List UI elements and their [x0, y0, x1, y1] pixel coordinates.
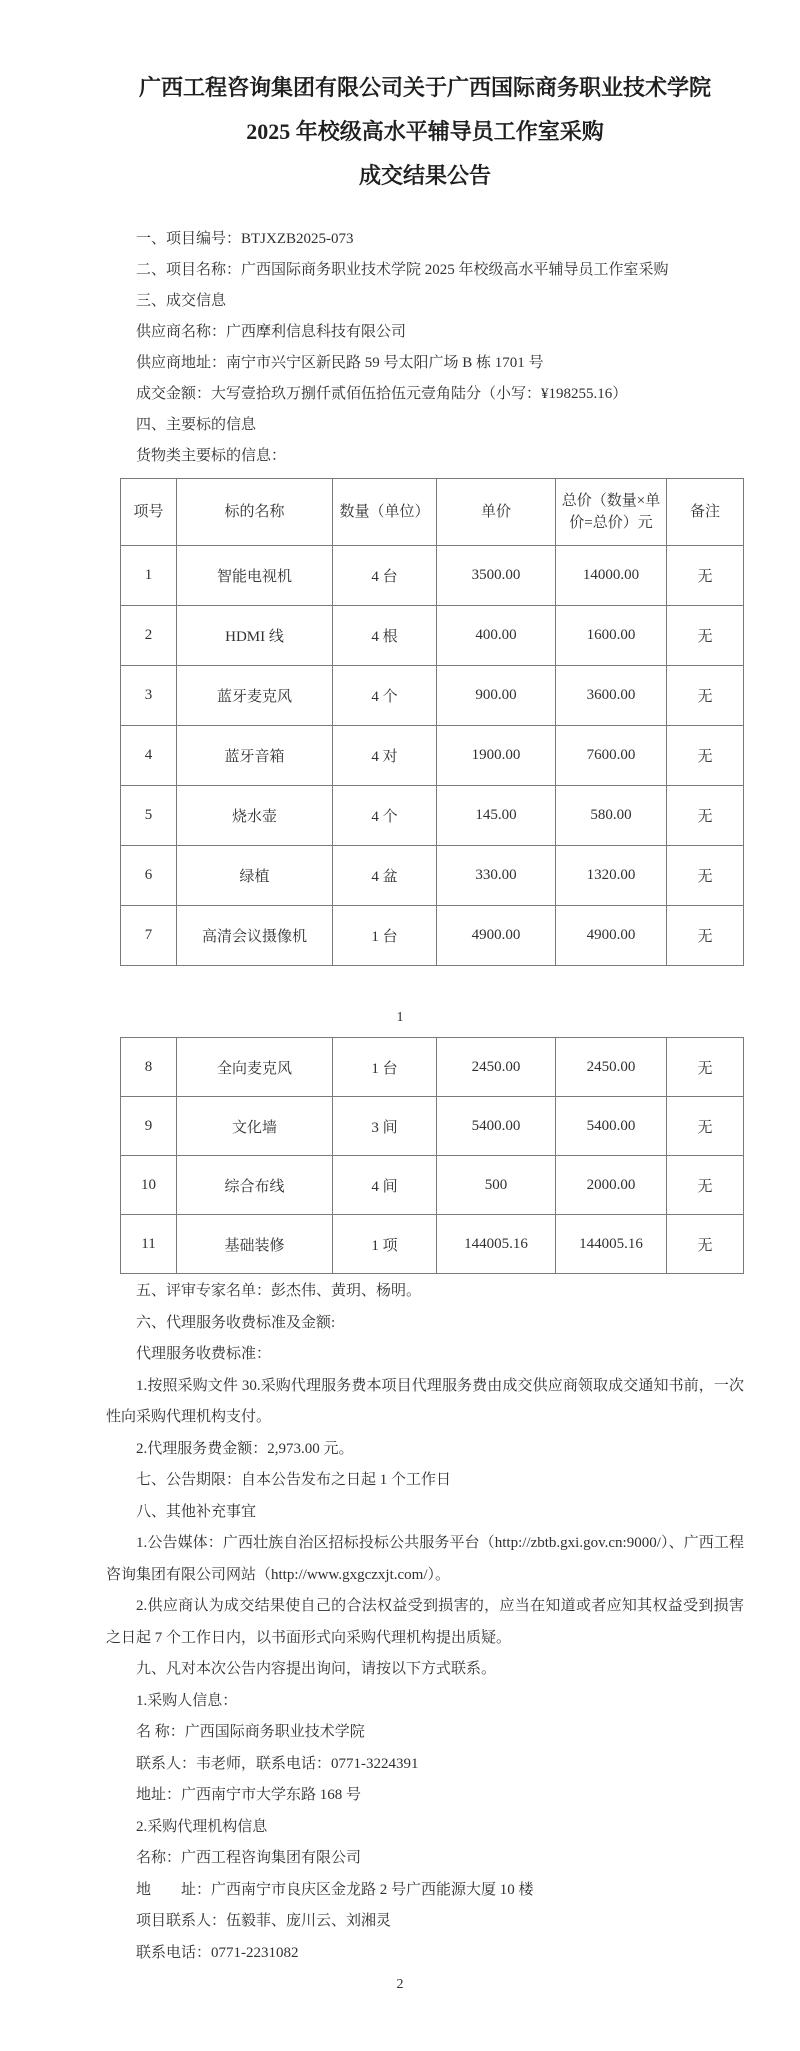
table-cell: 5: [121, 786, 177, 846]
table-cell: 5400.00: [437, 1097, 556, 1156]
paragraph: 1.采购人信息：: [136, 1692, 238, 1709]
table-cell: 900.00: [437, 666, 556, 726]
table-cell: 3600.00: [556, 666, 667, 726]
paragraph: 六、代理服务收费标准及金额:: [136, 1314, 336, 1331]
table-cell: 1 项: [333, 1215, 437, 1274]
document-title: [106, 66, 744, 198]
table-row: [121, 906, 744, 966]
table-cell: 4 个: [333, 666, 437, 726]
table-cell: 烧水壶: [177, 786, 333, 846]
paragraph: 代理服务收费标准：: [136, 1346, 272, 1362]
table-cell: 3500.00: [437, 546, 556, 606]
table-cell: 无: [667, 786, 744, 846]
table-cell: 智能电视机: [177, 546, 333, 606]
paragraph: 八、其他补充事宜: [136, 1503, 257, 1520]
paragraph: 一、项目编号：BTJXZB2025-073: [136, 231, 354, 247]
title-line-2: 2025 年校级高水平辅导员工作室采购: [246, 119, 604, 144]
paragraph: 九、凡对本次公告内容提出询问，请按以下方式联系。: [136, 1661, 497, 1677]
paragraph: 供应商名称：广西摩利信息科技有限公司: [136, 324, 407, 340]
paragraph: 成交金额：大写壹拾玖万捌仟贰佰伍拾伍元壹角陆分（小写：¥198255.16）: [136, 386, 628, 402]
table-row: [121, 726, 744, 786]
table-cell: 2: [121, 606, 177, 666]
table-cell: 11: [121, 1215, 177, 1274]
table-cell: 2000.00: [556, 1156, 667, 1215]
paragraph: 五、评审专家名单：彭杰伟、黄玥、杨明。: [136, 1283, 422, 1299]
table-cell: 无: [667, 546, 744, 606]
table-cell: HDMI 线: [177, 606, 333, 666]
paragraph: 2.供应商认为成交结果使自己的合法权益受到损害的，应当在知道或者应知其权益受到损害之日起 7 个工作日内，以书面形式向采购代理机构提出质疑。: [106, 1598, 744, 1646]
header-remark: 备注: [667, 479, 744, 546]
table-cell: 1 台: [333, 1038, 437, 1097]
goods-table-header: [121, 479, 744, 546]
header-total-price: 总价（数量×单价=总价）元: [556, 479, 667, 546]
table-cell: 无: [667, 906, 744, 966]
table-cell: 7600.00: [556, 726, 667, 786]
table-header-row: [121, 479, 744, 546]
table-row: [121, 606, 744, 666]
table-cell: 4 个: [333, 786, 437, 846]
table-cell: 2450.00: [556, 1038, 667, 1097]
table-cell: 10: [121, 1156, 177, 1215]
table-cell: 无: [667, 726, 744, 786]
table-cell: 4 根: [333, 606, 437, 666]
table-cell: 144005.16: [437, 1215, 556, 1274]
header-unit-price: 单价: [437, 479, 556, 546]
table-cell: 无: [667, 1097, 744, 1156]
table-row: [121, 666, 744, 726]
table-cell: 无: [667, 606, 744, 666]
table-cell: 基础装修: [177, 1215, 333, 1274]
table-cell: 4 盆: [333, 846, 437, 906]
goods-table-page2: [120, 1037, 744, 1274]
paragraph: 2.代理服务费金额：2,973.00 元。: [136, 1440, 354, 1457]
paragraph: 地 址：广西南宁市良庆区金龙路 2 号广西能源大厦 10 楼: [136, 1881, 534, 1898]
page-number-2: 2: [396, 1977, 404, 1992]
paragraph: 1.公告媒体：广西壮族自治区招标投标公共服务平台（http://zbtb.gxi.gov.cn:9000/）、广西工程咨询集团有限公司网站（http://www.gxgczxjt.com/）。: [106, 1535, 744, 1583]
table-cell: 文化墙: [177, 1097, 333, 1156]
table-row: [121, 1097, 744, 1156]
paragraph: 项目联系人：伍毅菲、庞川云、刘湘灵: [136, 1913, 392, 1929]
table-cell: 5400.00: [556, 1097, 667, 1156]
table-cell: 4 台: [333, 546, 437, 606]
goods-table-page1: [120, 478, 744, 966]
paragraph: 地址：广西南宁市大学东路 168 号: [136, 1787, 362, 1803]
table-cell: 蓝牙音箱: [177, 726, 333, 786]
paragraph: 1.按照采购文件 30.采购代理服务费本项目代理服务费由成交供应商领取成交通知书前，一次性向采购代理机构支付。: [106, 1377, 744, 1425]
paragraph: 四、主要标的信息: [136, 417, 257, 433]
table-cell: 3 间: [333, 1097, 437, 1156]
table-cell: 8: [121, 1038, 177, 1097]
table-cell: 无: [667, 666, 744, 726]
page-number-1: 1: [396, 1010, 404, 1025]
paragraph: 联系电话：0771-2231082: [136, 1944, 299, 1961]
table-cell: 1: [121, 546, 177, 606]
table-cell: 无: [667, 1215, 744, 1274]
table-row: [121, 1156, 744, 1215]
table-cell: 144005.16: [556, 1215, 667, 1274]
table-cell: 绿植: [177, 846, 333, 906]
paragraph: 货物类主要标的信息：: [136, 448, 287, 464]
table-row: [121, 786, 744, 846]
table-cell: 4 间: [333, 1156, 437, 1215]
title-line-1: 广西工程咨询集团有限公司关于广西国际商务职业技术学院: [138, 75, 711, 100]
table-cell: 1 台: [333, 906, 437, 966]
table-cell: 500: [437, 1156, 556, 1215]
table-cell: 14000.00: [556, 546, 667, 606]
table-row: [121, 846, 744, 906]
paragraph: 三、成交信息: [136, 293, 227, 309]
header-quantity: 数量（单位）: [333, 479, 437, 546]
title-line-3: 成交结果公告: [358, 163, 491, 188]
table-row: [121, 546, 744, 606]
paragraph: 七、公告期限：自本公告发布之日起 1 个工作日: [136, 1472, 452, 1488]
paragraph: 二、项目名称：广西国际商务职业技术学院 2025 年校级高水平辅导员工作室采购: [136, 262, 669, 278]
table-cell: 4: [121, 726, 177, 786]
table-cell: 4900.00: [437, 906, 556, 966]
table-cell: 6: [121, 846, 177, 906]
table-cell: 4 对: [333, 726, 437, 786]
intro-paragraphs: [106, 224, 744, 472]
table-cell: 7: [121, 906, 177, 966]
table-cell: 145.00: [437, 786, 556, 846]
table-cell: 2450.00: [437, 1038, 556, 1097]
table-cell: 蓝牙麦克风: [177, 666, 333, 726]
table-cell: 无: [667, 1156, 744, 1215]
paragraph: 2.采购代理机构信息: [136, 1818, 268, 1835]
table-cell: 高清会议摄像机: [177, 906, 333, 966]
table-row: [121, 1215, 744, 1274]
after-table-paragraphs: [106, 1276, 744, 1969]
table-cell: 无: [667, 846, 744, 906]
paragraph: 供应商地址：南宁市兴宁区新民路 59 号太阳广场 B 栋 1701 号: [136, 355, 544, 371]
table-row: [121, 1038, 744, 1097]
table-cell: 1600.00: [556, 606, 667, 666]
paragraph: 名 称：广西国际商务职业技术学院: [136, 1724, 365, 1740]
table-cell: 9: [121, 1097, 177, 1156]
table-cell: 400.00: [437, 606, 556, 666]
table-cell: 1900.00: [437, 726, 556, 786]
paragraph: 联系人：韦老师，联系电话：0771-3224391: [136, 1755, 419, 1772]
table-cell: 综合布线: [177, 1156, 333, 1215]
table-cell: 580.00: [556, 786, 667, 846]
paragraph: 名称：广西工程咨询集团有限公司: [136, 1850, 362, 1866]
table-cell: 330.00: [437, 846, 556, 906]
header-item-name: 标的名称: [177, 479, 333, 546]
header-item-no: 项号: [121, 479, 177, 546]
table-cell: 1320.00: [556, 846, 667, 906]
table-cell: 3: [121, 666, 177, 726]
table-cell: 全向麦克风: [177, 1038, 333, 1097]
table-cell: 无: [667, 1038, 744, 1097]
table-cell: 4900.00: [556, 906, 667, 966]
